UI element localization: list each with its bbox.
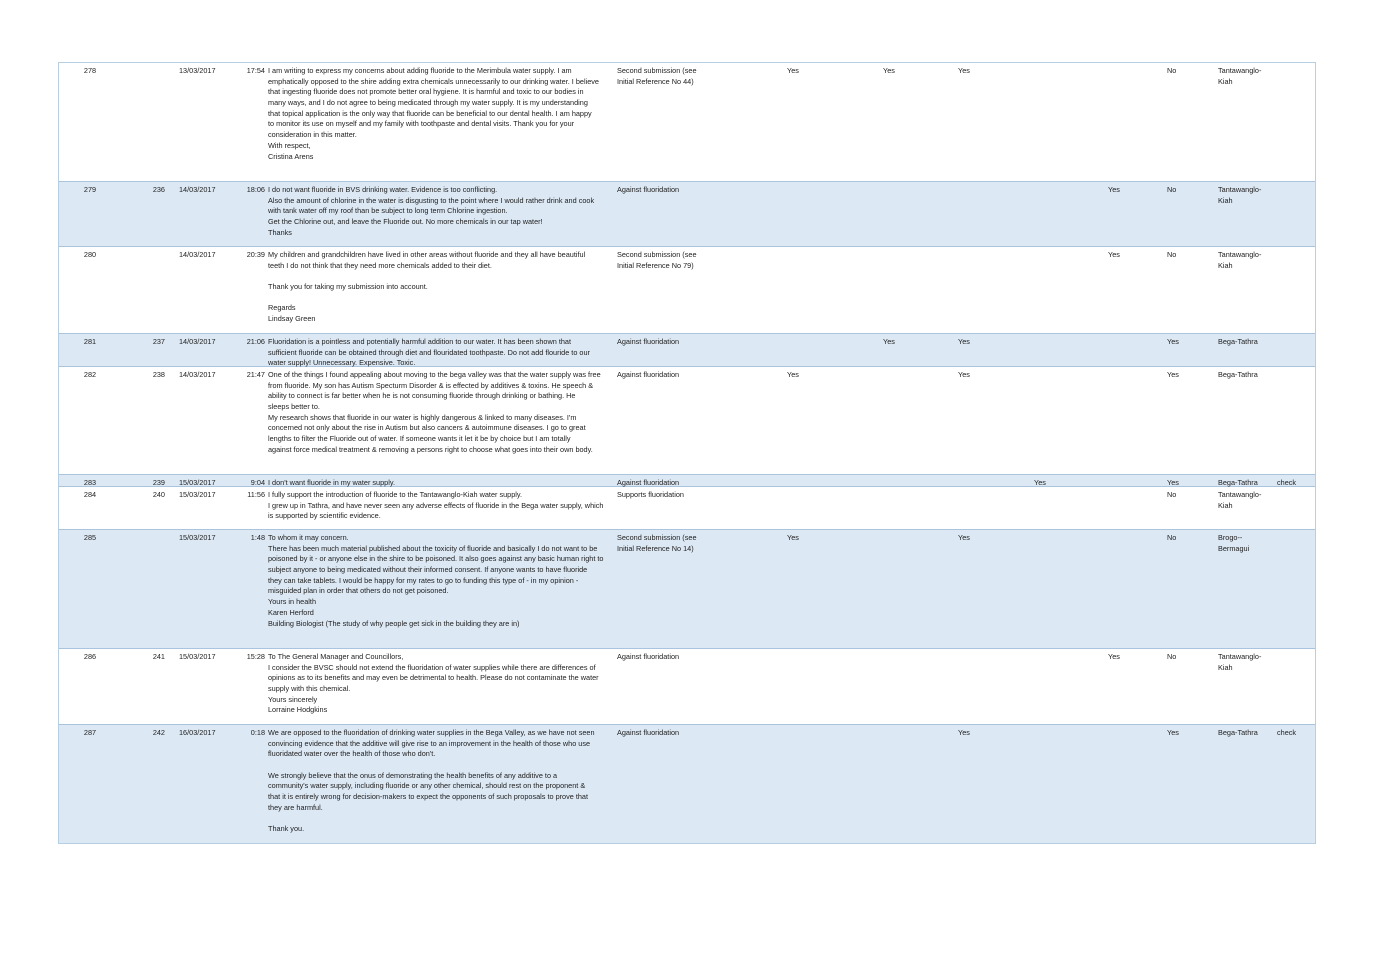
submission-text-line: Yours sincerely bbox=[268, 694, 318, 704]
submission-text-line: community's water supply, including fluoride or any other chemical, should rest on the proponent & bbox=[268, 781, 586, 791]
submission-date: 14/03/2017 bbox=[179, 185, 216, 194]
water-supply-area bbox=[1218, 66, 1276, 87]
water-supply-area bbox=[1218, 185, 1276, 206]
submission-text-line: sufficient fluoride can be obtained through diet and flouridated toothpaste. Do not add flouride to our bbox=[268, 347, 590, 357]
submission-text-line: they are harmful. bbox=[268, 802, 323, 812]
submission-date: 16/03/2017 bbox=[179, 728, 216, 737]
submission-text-line: Cristina Arens bbox=[268, 151, 314, 161]
water-supply-area bbox=[1218, 533, 1276, 554]
response-q6: Yes bbox=[1167, 478, 1179, 487]
submission-text-line: supply with this chemical. bbox=[268, 684, 351, 694]
submission-text-line: subject anyone to being medicated without their informed consent. If anyone wants to have fluoride bbox=[268, 565, 588, 575]
submission-text-line: I grew up in Tathra, and have never seen any adverse effects of fluoride in the Bega water supply, which bbox=[268, 500, 604, 510]
water-supply-area-line: Kiah bbox=[1218, 662, 1233, 672]
reference-number: 238 bbox=[152, 370, 165, 379]
response-q6: No bbox=[1167, 490, 1177, 499]
submission-type-line: Against fluoridation bbox=[617, 728, 680, 737]
submission-type-line: Against fluoridation bbox=[617, 652, 680, 661]
submission-text-line bbox=[268, 760, 614, 771]
water-supply-area-line: Tantawanglo- bbox=[1218, 652, 1262, 661]
water-supply-area-line: Bermagui bbox=[1218, 543, 1250, 553]
submission-type bbox=[617, 185, 717, 196]
submission-text-line: Also the amount of chlorine in the water is disgusting to the point where I would rather drink and cook bbox=[268, 195, 595, 205]
submission-text-line: that it is entirely wrong for decision-makers to expect the opponents of such proposals to prove that bbox=[268, 792, 589, 802]
water-supply-area bbox=[1218, 250, 1276, 271]
submission-text-line: Building Biologist (The study of why people get sick in the building they are in) bbox=[268, 618, 520, 628]
water-supply-area-line: Kiah bbox=[1218, 195, 1233, 205]
response-q6: No bbox=[1167, 652, 1177, 661]
submission-type bbox=[617, 728, 717, 739]
response-q2: Yes bbox=[883, 337, 895, 346]
submission-text-line: that topical application is the only way that fluoride can be beneficial to our dental health. I am happy bbox=[268, 108, 592, 118]
water-supply-area bbox=[1218, 728, 1276, 739]
response-q3: Yes bbox=[958, 66, 970, 75]
submission-text bbox=[268, 185, 614, 238]
submission-text-line bbox=[268, 814, 614, 825]
submission-date: 15/03/2017 bbox=[179, 652, 216, 661]
water-supply-area bbox=[1218, 337, 1276, 348]
response-q5: Yes bbox=[1108, 250, 1120, 259]
submission-text-line: that ingesting fluoride does not promote better oral hygiene. It is harmful and toxic to our bodies in bbox=[268, 87, 584, 97]
submission-text-line: Thank you for taking my submission into account. bbox=[268, 282, 428, 292]
submission-time: 20:39 bbox=[246, 250, 265, 259]
table-row bbox=[59, 182, 1315, 247]
submission-time: 21:06 bbox=[246, 337, 265, 346]
submission-type-line: Against fluoridation bbox=[617, 185, 680, 194]
response-q6: Yes bbox=[1167, 370, 1179, 379]
submission-type-line: Second submission (see bbox=[617, 66, 697, 75]
submission-type bbox=[617, 490, 717, 501]
row-id: 279 bbox=[83, 185, 97, 194]
submission-text-line: I do not want fluoride in BVS drinking water. Evidence is too conflicting. bbox=[268, 185, 498, 194]
submission-text-line: convincing evidence that the additive will give rise to an improvement in the health of those who use bbox=[268, 738, 591, 748]
submission-date: 15/03/2017 bbox=[179, 533, 216, 542]
response-q3: Yes bbox=[958, 728, 970, 737]
water-supply-area-line: Kiah bbox=[1218, 76, 1233, 86]
submission-type-line: Initial Reference No 79) bbox=[617, 260, 694, 270]
submission-text-line: to monitor its use on myself and my family with toothpaste and dental visits. Thank you for your bbox=[268, 119, 575, 129]
submission-text-line: they can take tablets. I would be happy for my rates to go to funding this type of - in my opinion - bbox=[268, 575, 579, 585]
submissions-table bbox=[58, 62, 1316, 844]
submission-text-line bbox=[268, 293, 614, 304]
submission-type bbox=[617, 250, 717, 271]
submission-type-line: Second submission (see bbox=[617, 533, 697, 542]
table-row bbox=[59, 247, 1315, 334]
submission-type-line: Against fluoridation bbox=[617, 478, 680, 487]
submission-text bbox=[268, 533, 614, 629]
water-supply-area bbox=[1218, 652, 1276, 673]
submission-date: 14/03/2017 bbox=[179, 337, 216, 346]
submission-type bbox=[617, 652, 717, 663]
submission-type-line: Second submission (see bbox=[617, 250, 697, 259]
row-id: 285 bbox=[83, 533, 97, 542]
water-supply-area-line: Brogo-- bbox=[1218, 533, 1243, 542]
submission-text-line: against force medical treatment & removing a persons right to choose what goes into their own body. bbox=[268, 444, 593, 454]
submission-text-line: Lorraine Hodgkins bbox=[268, 705, 328, 715]
submission-text-line: teeth I do not think that they need more chemicals added to their diet. bbox=[268, 260, 492, 270]
submission-text-line: opinions as to its benefits and may even be detrimental to health. Please do not contaminate the water bbox=[268, 673, 599, 683]
submission-text-line: Get the Chlorine out, and leave the Fluoride out. No more chemicals in our tap water! bbox=[268, 217, 543, 227]
row-id: 282 bbox=[83, 370, 97, 379]
submission-text bbox=[268, 66, 614, 162]
submission-time: 1:48 bbox=[250, 533, 265, 542]
submission-text-line: With respect, bbox=[268, 140, 311, 150]
water-supply-area-line: Bega-Tathra bbox=[1218, 337, 1258, 346]
submission-type bbox=[617, 533, 717, 554]
water-supply-area bbox=[1218, 490, 1276, 511]
submission-text-line: We are opposed to the fluoridation of drinking water supplies in the Bega Valley, as we have not seen bbox=[268, 728, 595, 737]
submission-text bbox=[268, 490, 614, 522]
submission-type-line: Initial Reference No 14) bbox=[617, 543, 694, 553]
water-supply-area-line: Kiah bbox=[1218, 260, 1233, 270]
submission-type bbox=[617, 370, 717, 381]
table-row bbox=[59, 334, 1315, 367]
submission-text-line: sleeps better to. bbox=[268, 402, 320, 412]
submission-text-line: lengths to filter the Fluoride out of water. If someone wants it let it be by choice but I am totally bbox=[268, 434, 571, 444]
submission-text-line: Yours in health bbox=[268, 597, 317, 607]
submission-text-line: My research shows that fluoride in our water is highly dangerous & linked to many diseases. I'm bbox=[268, 412, 577, 422]
response-q6: No bbox=[1167, 533, 1177, 542]
water-supply-area-line: Tantawanglo- bbox=[1218, 66, 1262, 75]
submission-text-line: To whom it may concern. bbox=[268, 533, 349, 542]
response-q5: Yes bbox=[1108, 185, 1120, 194]
submission-type-line: Against fluoridation bbox=[617, 370, 680, 379]
table-row bbox=[59, 475, 1315, 487]
submission-date: 15/03/2017 bbox=[179, 490, 216, 499]
submission-time: 9:04 bbox=[250, 478, 265, 487]
submission-text-line: from fluoride. My son has Autism Specturm Disorder & is effected by additives & toxins. He speech & bbox=[268, 380, 594, 390]
submission-text-line: Regards bbox=[268, 303, 296, 313]
submission-text-line: misguided plan in order that others do not get poisoned. bbox=[268, 586, 449, 596]
submission-text-line: Karen Herford bbox=[268, 607, 314, 617]
water-supply-area-line: Tantawanglo- bbox=[1218, 250, 1262, 259]
response-q1: Yes bbox=[787, 370, 799, 379]
submission-text-line: I consider the BVSC should not extend the fluoridation of water supplies while there are differences of bbox=[268, 662, 596, 672]
row-id: 283 bbox=[83, 478, 97, 487]
submission-text-line: emphatically opposed to the shire adding extra chemicals unnecessarily to our drinking water. I believe bbox=[268, 76, 599, 86]
submission-text-line bbox=[268, 271, 614, 282]
response-q4: Yes bbox=[1034, 478, 1046, 487]
water-supply-area-line: Kiah bbox=[1218, 500, 1233, 510]
note: check bbox=[1277, 728, 1297, 737]
submission-date: 14/03/2017 bbox=[179, 370, 216, 379]
response-q1: Yes bbox=[787, 66, 799, 75]
table-row bbox=[59, 367, 1315, 475]
submission-text bbox=[268, 337, 614, 369]
submission-text-line: Thanks bbox=[268, 227, 292, 237]
submission-time: 17:54 bbox=[246, 66, 265, 75]
submission-text-line: We strongly believe that the onus of demonstrating the health benefits of any additive to a bbox=[268, 770, 558, 780]
submission-text-line: Fluoridation is a pointless and potentially harmful addition to our water. It has been shown that bbox=[268, 337, 572, 346]
submission-time: 15:28 bbox=[246, 652, 265, 661]
water-supply-area-line: Bega-Tathra bbox=[1218, 370, 1258, 379]
submission-text-line: many ways, and I do not agree to being medicated through my water supply. It is my understanding bbox=[268, 98, 588, 108]
submission-time: 11:56 bbox=[247, 490, 265, 499]
row-id: 281 bbox=[83, 337, 97, 346]
table-row bbox=[59, 530, 1315, 649]
row-id: 284 bbox=[83, 490, 97, 499]
row-id: 286 bbox=[83, 652, 97, 661]
submission-text bbox=[268, 728, 614, 835]
water-supply-area-line: Bega-Tathra bbox=[1218, 728, 1258, 737]
reference-number: 241 bbox=[152, 652, 165, 661]
water-supply-area-line: Tantawanglo- bbox=[1218, 490, 1262, 499]
submission-text-line: water supply! Unnecessary. Expensive. Toxic. bbox=[268, 358, 416, 368]
submission-text-line: My children and grandchildren have lived in other areas without fluoride and they all have beautiful bbox=[268, 250, 586, 259]
submission-text bbox=[268, 652, 614, 716]
response-q6: No bbox=[1167, 185, 1177, 194]
submission-text bbox=[268, 370, 614, 456]
response-q1: Yes bbox=[787, 533, 799, 542]
submission-text-line: Lindsay Green bbox=[268, 314, 316, 324]
submission-time: 18:06 bbox=[246, 185, 265, 194]
reference-number: 240 bbox=[152, 490, 165, 499]
submission-date: 14/03/2017 bbox=[179, 250, 216, 259]
response-q6: No bbox=[1167, 250, 1177, 259]
submission-text-line: consideration in this matter. bbox=[268, 130, 357, 140]
submission-text-line: concerned not only about the rise in Autism but also cancers & autoimmune diseases. I go to great bbox=[268, 423, 586, 433]
row-id: 278 bbox=[83, 66, 97, 75]
table-row bbox=[59, 725, 1315, 843]
submission-type-line: Supports fluoridation bbox=[617, 490, 684, 499]
reference-number: 237 bbox=[152, 337, 165, 346]
response-q3: Yes bbox=[958, 533, 970, 542]
submission-date: 15/03/2017 bbox=[179, 478, 216, 487]
submission-date: 13/03/2017 bbox=[179, 66, 216, 75]
submission-text-line: with tank water off my roof than be subject to long term Chlorine ingestion. bbox=[268, 206, 508, 216]
submission-text-line: poisoned by it - or anyone else in the shire to be poisoned. It also goes against any basic human right to bbox=[268, 554, 604, 564]
row-id: 280 bbox=[83, 250, 97, 259]
water-supply-area bbox=[1218, 370, 1276, 381]
reference-number: 236 bbox=[152, 185, 165, 194]
submission-text-line: Thank you. bbox=[268, 824, 305, 834]
submission-text-line: I don't want fluoride in my water supply. bbox=[268, 478, 395, 487]
response-q3: Yes bbox=[958, 337, 970, 346]
response-q5: Yes bbox=[1108, 652, 1120, 661]
submission-text-line: fluoridated water over the health of those who don't. bbox=[268, 749, 436, 759]
submission-text-line: is supported by scientific evidence. bbox=[268, 511, 381, 521]
row-id: 287 bbox=[83, 728, 97, 737]
table-row bbox=[59, 487, 1315, 530]
submission-text-line: One of the things I found appealing about moving to the bega valley was that the water supply was free bbox=[268, 370, 601, 379]
response-q2: Yes bbox=[883, 66, 895, 75]
table-row bbox=[59, 649, 1315, 725]
submission-time: 21:47 bbox=[246, 370, 265, 379]
submission-text-line: To The General Manager and Councillors, bbox=[268, 652, 404, 661]
response-q6: Yes bbox=[1167, 728, 1179, 737]
table-row bbox=[59, 63, 1315, 182]
reference-number: 239 bbox=[152, 478, 165, 487]
response-q3: Yes bbox=[958, 370, 970, 379]
reference-number: 242 bbox=[152, 728, 165, 737]
submission-text-line: I am writing to express my concerns about adding fluoride to the Merimbula water supply. I am bbox=[268, 66, 572, 75]
submission-time: 0:18 bbox=[250, 728, 265, 737]
submission-type-line: Initial Reference No 44) bbox=[617, 76, 694, 86]
water-supply-area-line: Tantawanglo- bbox=[1218, 185, 1262, 194]
submission-text-line: I fully support the introduction of fluoride to the Tantawanglo-Kiah water supply. bbox=[268, 490, 523, 499]
submission-type bbox=[617, 66, 717, 87]
response-q6: No bbox=[1167, 66, 1177, 75]
response-q6: Yes bbox=[1167, 337, 1179, 346]
submission-text bbox=[268, 250, 614, 325]
water-supply-area-line: Bega-Tathra bbox=[1218, 478, 1258, 487]
submission-text-line: ability to connect is far better when he is not consuming fluoride through drinking or bathing. He bbox=[268, 391, 576, 401]
note: check bbox=[1277, 478, 1297, 487]
submission-type-line: Against fluoridation bbox=[617, 337, 680, 346]
submission-type bbox=[617, 337, 717, 348]
submission-text-line: There has been much material published about the toxicity of fluoride and basically I do not want to be bbox=[268, 543, 598, 553]
